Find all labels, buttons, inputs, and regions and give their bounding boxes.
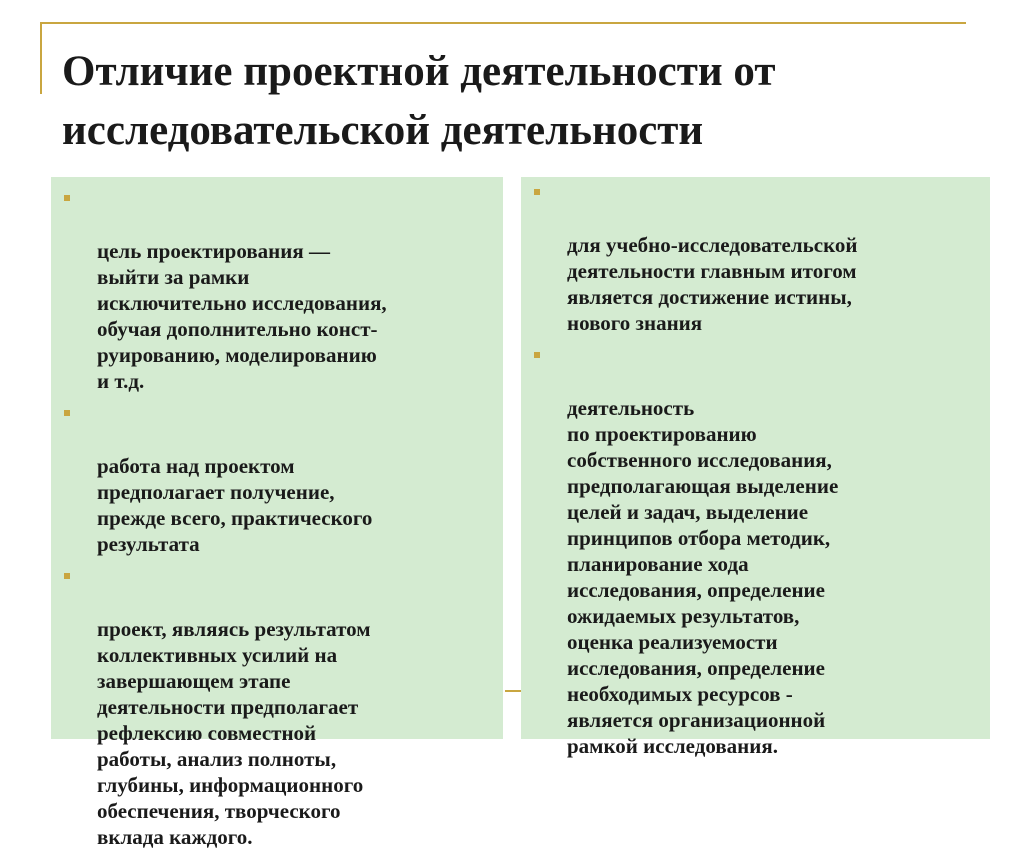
- slide-title-line-1: Отличие проектной деятельности от: [62, 48, 776, 95]
- slide-title: [62, 42, 982, 160]
- right-column-panel: [521, 177, 990, 758]
- left-bullet-item: [51, 186, 503, 394]
- left-column-panel: [51, 177, 503, 849]
- square-bullet-icon: [64, 195, 70, 201]
- middle-rule-decoration: [505, 690, 521, 692]
- left-bullet-text: работа над проектом предполагает получение, прежде всего, практического результата: [97, 454, 373, 556]
- top-rule-decoration: [40, 22, 966, 24]
- right-bullet-text: деятельность по проектированию собственного исследования, предполагающая выделение целей и задач, выделение принципов отбора методик, планирование хода исследования, определение ожидаемых результатов, оценка реализуемости исследования, определение необходимых ресурсов - является организационной рамкой исследования.: [567, 396, 839, 758]
- square-bullet-icon: [534, 189, 540, 195]
- right-bullet-text: для учебно-исследовательской деятельности главным итогом является достижение истины, нового знания: [567, 233, 858, 335]
- right-bullet-item: [521, 343, 990, 759]
- left-bullet-item: [51, 564, 503, 850]
- left-bullet-text: проект, являясь результатом коллективных усилий на завершающем этапе деятельности предполагает рефлексию совместной работы, анализ полноты, глубины, информационного обеспечения, творческого вклада каждого.: [97, 617, 371, 849]
- left-rule-decoration: [40, 22, 42, 94]
- left-bullet-text: цель проектирования — выйти за рамки исключительно исследования, обучая дополнительно конст- руированию, моделированию и т.д.: [97, 239, 387, 393]
- right-bullet-list: [521, 177, 990, 759]
- left-bullet-item: [51, 401, 503, 557]
- square-bullet-icon: [534, 352, 540, 358]
- right-bullet-item: [521, 180, 990, 336]
- square-bullet-icon: [64, 410, 70, 416]
- left-bullet-list: [51, 177, 503, 850]
- square-bullet-icon: [64, 573, 70, 579]
- slide-title-line-2: исследовательской деятельности: [62, 107, 704, 154]
